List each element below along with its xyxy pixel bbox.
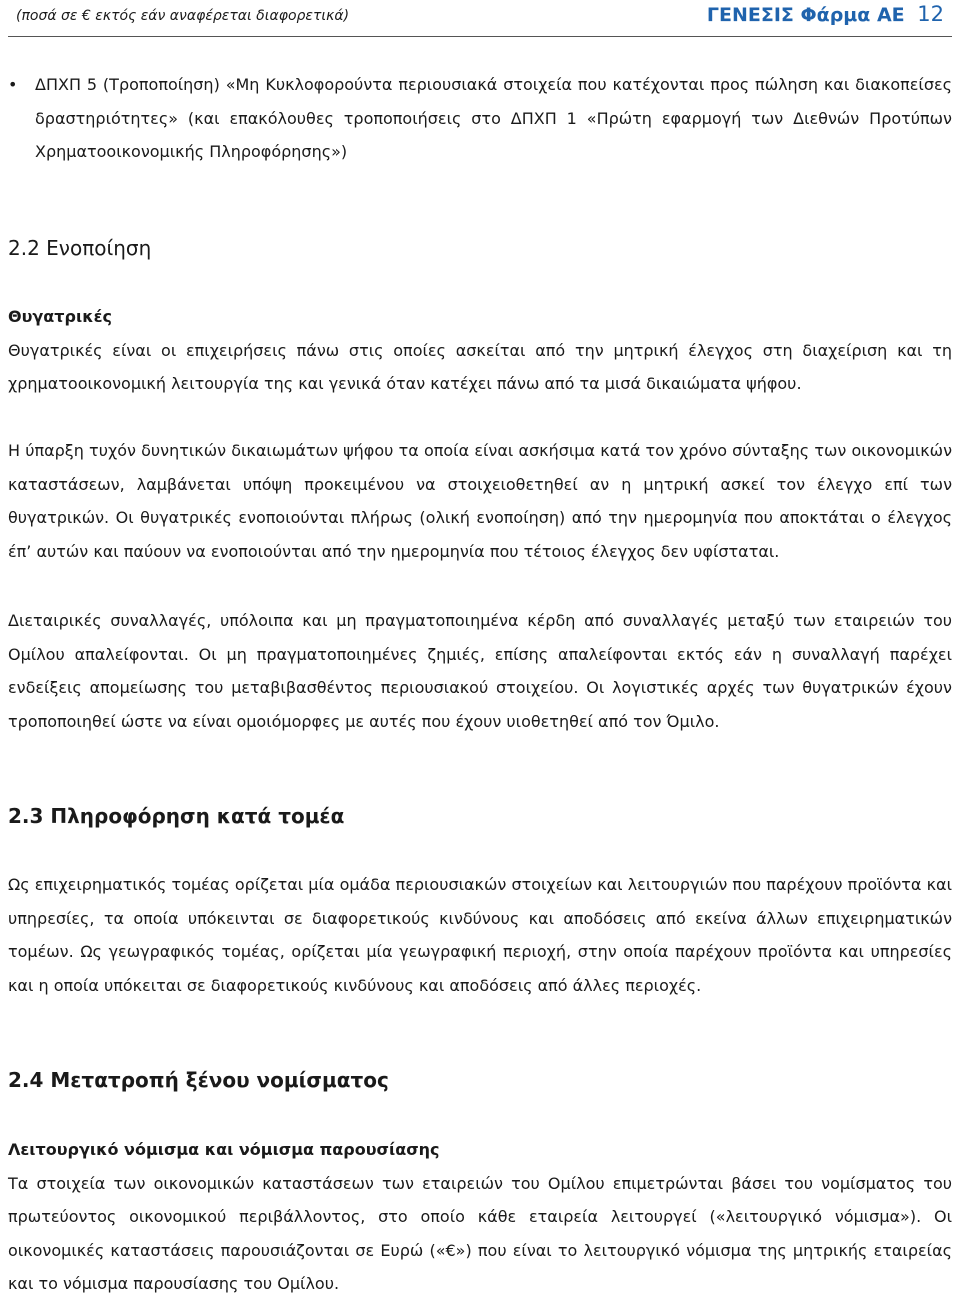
subsidiaries-block	[8, 300, 952, 401]
functional-currency-block	[8, 1133, 952, 1301]
company-name: ΓΕΝΕΣΙΣ Φάρμα ΑΕ	[706, 4, 905, 26]
section-2-2-heading-block	[8, 232, 952, 266]
section-2-2-title: 2.2 Ενοποίηση	[8, 236, 152, 260]
header-right	[707, 2, 944, 26]
currency-note: (ποσά σε € εκτός εάν αναφέρεται διαφορετικά)	[16, 8, 350, 24]
subsidiaries-subheading: Θυγατρικές	[8, 307, 112, 326]
section-2-3-title: 2.3 Πληροφόρηση κατά τομέα	[8, 804, 345, 828]
bullet-item	[8, 68, 952, 169]
section-2-4-title: 2.4 Μετατροπή ξένου νομίσματος	[8, 1068, 389, 1092]
segment-reporting-paragraph: Ως επιχειρηματικός τομέας ορίζεται μία ομάδα περιουσιακών στοιχείων και λειτουργιών που παρέχουν προϊόντα και υπηρεσίες, τα οποία υπόκεινται σε διαφορετικούς κινδύνους και αποδόσεις από εκείνα άλλων επιχειρηματικών τομέων. Ως γεωγραφικός τομέας, ορίζεται μία γεωγραφική περιοχή, στην οποία παρέχουν προϊόντα και υπηρεσίες και η οποία υπόκειται σε διαφορετικούς κινδύνους και αποδόσεις από άλλες περιοχές.	[8, 875, 952, 995]
section-2-3-heading-block	[8, 800, 952, 834]
page-number: 12	[917, 2, 944, 26]
subsidiaries-paragraph-3-block	[8, 604, 952, 738]
bullet-icon: •	[8, 75, 18, 94]
subsidiaries-paragraph-1: Θυγατρικές είναι οι επιχειρήσεις πάνω στις οποίες ασκείται από την μητρική έλεγχος στη διαχείριση και τη χρηματοοικονομική λειτουργία της και γενικά όταν κατέχει πάνω από τα μισά δικαιώματα ψήφου.	[8, 340, 952, 393]
bullet-text: ΔΠΧΠ 5 (Τροποποίηση) «Μη Κυκλοφορούντα περιουσιακά στοιχεία που κατέχονται προς πώληση και διακοπείσες δραστηριότητες» (και επακόλουθες τροποποιήσεις στο ΔΠΧΠ 1 «Πρώτη εφαρμογή των Διεθνών Προτύπων Χρηματοοικονομικής Πληροφόρησης»)	[35, 75, 952, 161]
subsidiaries-paragraph-3: Διεταιρικές συναλλαγές, υπόλοιπα και μη πραγματοποιημένα κέρδη από συναλλαγές μεταξύ των εταιρειών του Ομίλου απαλείφονται. Οι μη πραγματοποιημένες ζημιές, επίσης απαλείφονται εκτός εάν η συναλλαγή παρέχει ενδείξεις απομείωσης του μεταβιβασθέντος περιουσιακού στοιχείου. Οι λογιστικές αρχές των θυγατρικών έχουν τροποποιηθεί ώστε να είναι ομοιόμορφες με αυτές που έχουν υιοθετηθεί από τον Όμιλο.	[8, 611, 952, 731]
functional-currency-subheading: Λειτουργικό νόμισμα και νόμισμα παρουσίασης	[8, 1140, 440, 1159]
subsidiaries-paragraph-2: Η ύπαρξη τυχόν δυνητικών δικαιωμάτων ψήφου τα οποία είναι ασκήσιμα κατά τον χρόνο σύνταξης των οικονομικών καταστάσεων, λαμβάνεται υπόψη προκειμένου να στοιχειοθετηθεί αν η μητρική ασκεί τον έλεγχο επί των θυγατρικών. Οι θυγατρικές ενοποιούνται πλήρως (ολική ενοποίηση) από την ημερομηνία που αποκτάται ο έλεγχος έπ’ αυτών και παύουν να ενοποιούνται από την ημερομηνία που τέτοιος έλεγχος δεν υφίσταται.	[8, 441, 952, 561]
page-header	[8, 0, 952, 37]
segment-reporting-block	[8, 868, 952, 1002]
functional-currency-paragraph: Τα στοιχεία των οικονομικών καταστάσεων των εταιρειών του Ομίλου επιμετρώνται βάσει του νομίσματος του πρωτεύοντος οικονομικού περιβάλλοντος, στο οποίο κάθε εταιρεία λειτουργεί («λειτουργικό νόμισμα»). Οι οικονομικές καταστάσεις παρουσιάζονται σε Ευρώ («€») που είναι το λειτουργικό νόμισμα της μητρικής εταιρείας και το νόμισμα παρουσίασης του Ομίλου.	[8, 1173, 952, 1293]
subsidiaries-paragraph-2-block	[8, 434, 952, 568]
section-2-4-heading-block	[8, 1064, 952, 1098]
